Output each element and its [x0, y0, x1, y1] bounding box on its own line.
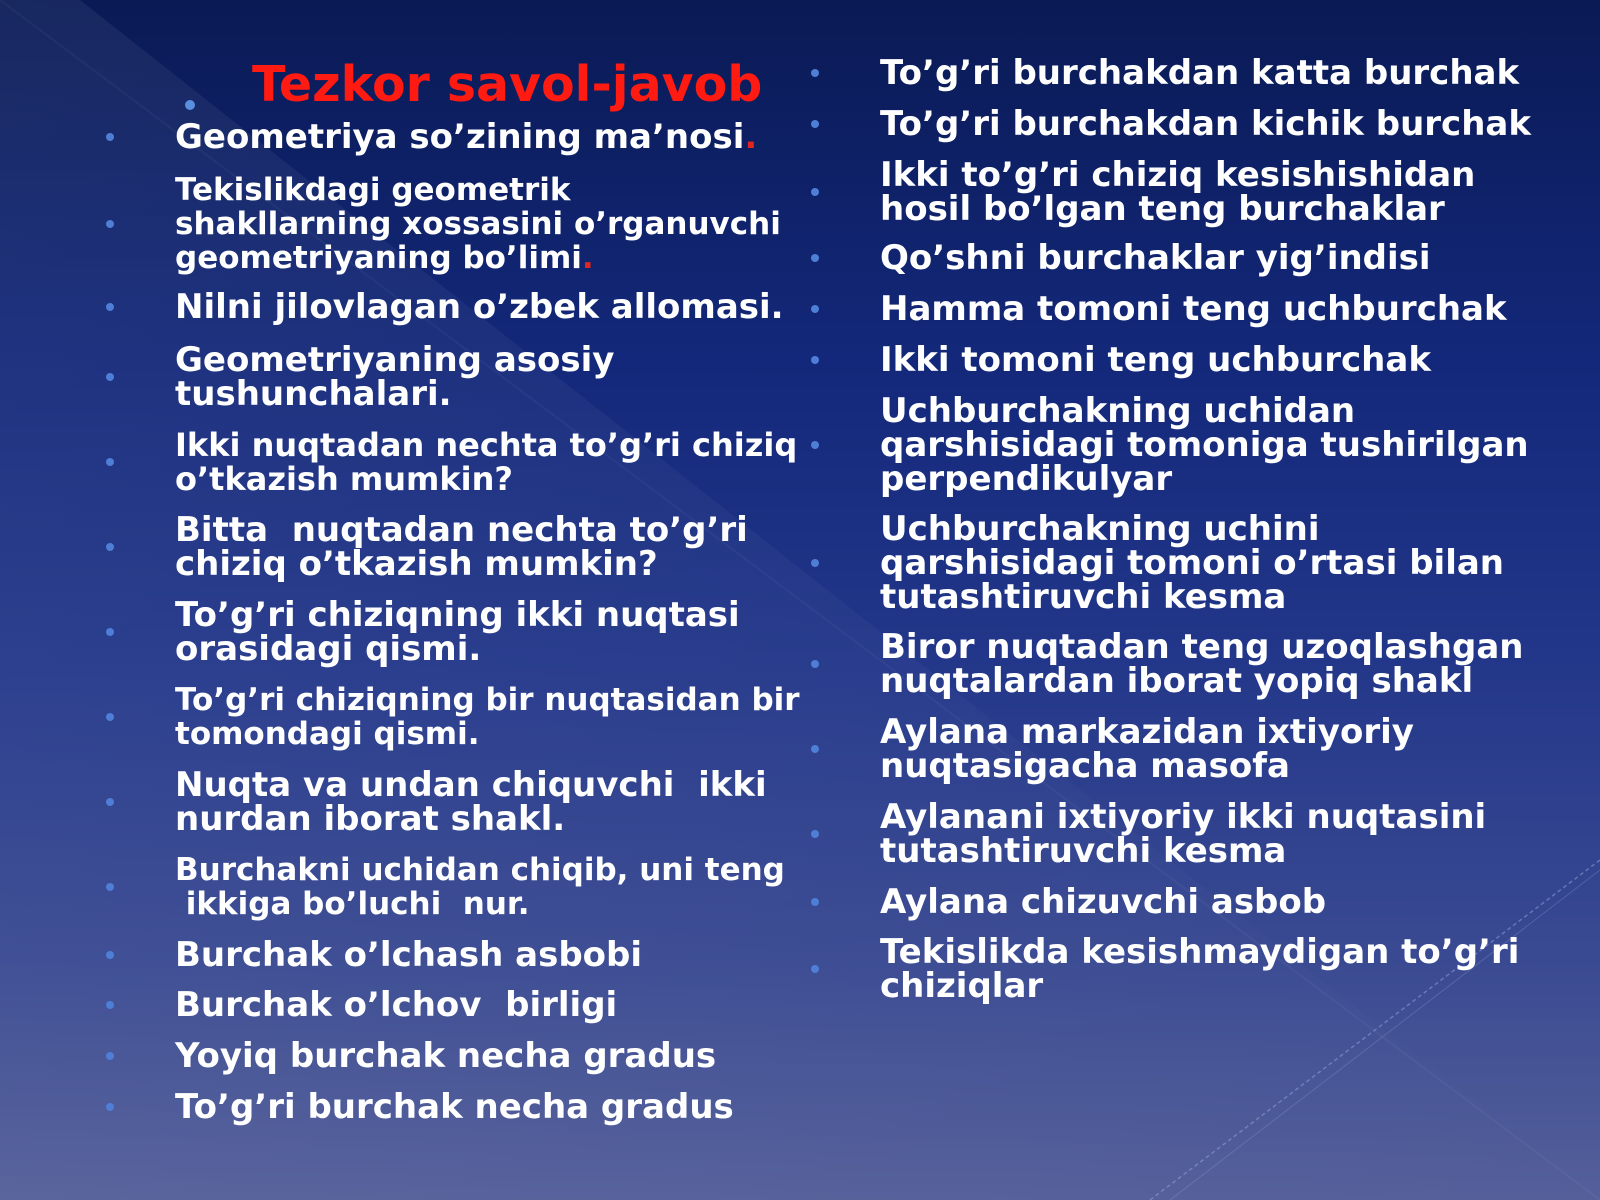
answer-item-text: Qo’shni burchaklar yig’indisi	[880, 238, 1431, 278]
answer-item-text: Tekislikda kesishmaydigan to’g’ri chiziqlar	[880, 932, 1520, 1006]
bullet-icon	[811, 254, 819, 262]
bullet-icon	[106, 133, 114, 141]
answer-item-text: To’g’ri burchakdan katta burchak	[880, 53, 1520, 93]
question-item	[175, 173, 781, 275]
answer-item-text: Uchburchakning uchidan qarshisidagi tomoniga tushirilgan perpendikulyar	[880, 391, 1529, 499]
bullet-icon	[106, 543, 114, 551]
bullet-icon	[811, 441, 819, 449]
bullet-icon	[811, 965, 819, 973]
answer-item	[880, 155, 1476, 229]
bullet-icon	[811, 660, 819, 668]
bullet-icon	[811, 559, 819, 567]
question-item	[175, 985, 618, 1025]
bullet-icon	[811, 188, 819, 196]
question-item-text: Geometriya so’zining ma’nosi	[175, 117, 745, 157]
bullet-icon	[106, 713, 114, 721]
answer-item	[880, 238, 1431, 278]
answer-item	[880, 391, 1529, 499]
bullet-icon	[106, 220, 114, 228]
bullet-icon	[811, 830, 819, 838]
bullet-icon	[106, 1103, 114, 1111]
answer-item	[880, 340, 1431, 380]
answer-item-text: Ikki to’g’ri chiziq kesishishidan hosil bo’lgan teng burchaklar	[880, 155, 1476, 229]
bullet-icon	[106, 1001, 114, 1009]
bullet-icon	[106, 951, 114, 959]
question-item-text: To’g’ri chiziqning ikki nuqtasi orasidagi qismi.	[175, 595, 740, 669]
bullet-icon	[811, 745, 819, 753]
question-item	[175, 1087, 734, 1127]
answer-item-text: Ikki tomoni teng uchburchak	[880, 340, 1431, 380]
question-item-text: Ikki nuqtadan nechta to’g’ri chiziq o’tkazish mumkin?	[175, 426, 798, 498]
question-item-text: To’g’ri burchak necha gradus	[175, 1087, 734, 1127]
question-item	[175, 935, 643, 975]
question-item	[175, 1036, 717, 1076]
bullet-icon	[106, 798, 114, 806]
answer-item-text: Uchburchakning uchini qarshisidagi tomoni o’rtasi bilan tutashtiruvchi kesma	[880, 509, 1505, 617]
question-item-text: Yoyiq burchak necha gradus	[175, 1036, 717, 1076]
bullet-icon	[811, 898, 819, 906]
bullet-icon	[106, 373, 114, 381]
question-item-text: Burchak o’lchash asbobi	[175, 935, 643, 975]
question-item	[175, 765, 767, 839]
bullet-icon	[106, 303, 114, 311]
question-item	[175, 683, 800, 751]
answer-item-text: Hamma tomoni teng uchburchak	[880, 289, 1507, 329]
bullet-icon	[106, 883, 114, 891]
question-item-text: Burchakni uchidan chiqib, uni teng ikkiga bo’luchi nur.	[175, 852, 785, 922]
question-item	[175, 510, 748, 584]
question-item-text: Nilni jilovlagan o’zbek allomasi.	[175, 287, 784, 327]
answer-item-text: To’g’ri burchakdan kichik burchak	[880, 104, 1531, 144]
question-item-text: Tekislikdagi geometrik shakllarning xossasini o’rganuvchi geometriyaning bo’limi	[175, 172, 781, 276]
question-item	[175, 117, 758, 157]
answer-item	[880, 932, 1520, 1006]
answer-item-text: Aylana chizuvchi asbob	[880, 882, 1327, 922]
answer-item-text: Aylana markazidan ixtiyoriy nuqtasigacha masofa	[880, 712, 1414, 786]
question-item	[175, 340, 615, 414]
question-item-text: Nuqta va undan chiquvchi ikki nurdan iborat shakl.	[175, 765, 767, 839]
slide-title: Tezkor savol-javob	[252, 56, 763, 113]
bullet-icon	[811, 305, 819, 313]
question-item	[175, 853, 785, 921]
answer-item	[880, 627, 1524, 701]
bullet-icon	[106, 458, 114, 466]
bullet-icon	[811, 69, 819, 77]
bullet-icon	[811, 356, 819, 364]
answer-item	[880, 797, 1487, 871]
question-item-text: Geometriyaning asosiy tushunchalari.	[175, 340, 615, 414]
bullet-icon	[106, 628, 114, 636]
title-bullet	[185, 100, 195, 110]
answer-item	[880, 53, 1520, 93]
answer-item	[880, 882, 1327, 922]
answer-item	[880, 289, 1507, 329]
question-item	[175, 287, 784, 327]
answer-item-text: Aylanani ixtiyoriy ikki nuqtasini tutashtiruvchi kesma	[880, 797, 1487, 871]
question-item	[175, 428, 797, 496]
bullet-icon	[811, 120, 819, 128]
question-item-text: Burchak o’lchov birligi	[175, 985, 618, 1025]
answer-item-text: Biror nuqtadan teng uzoqlashgan nuqtalardan iborat yopiq shakl	[880, 627, 1524, 701]
question-item-text: To’g’ri chiziqning bir nuqtasidan bir tomondagi qismi.	[175, 682, 800, 752]
answer-item	[880, 712, 1414, 786]
answer-item	[880, 104, 1531, 144]
answer-item	[880, 509, 1505, 617]
red-period: .	[744, 117, 758, 157]
bullet-icon	[106, 1052, 114, 1060]
red-period: .	[581, 240, 594, 276]
question-item-text: Bitta nuqtadan nechta to’g’ri chiziq o’tkazish mumkin?	[175, 510, 748, 584]
question-item	[175, 595, 740, 669]
